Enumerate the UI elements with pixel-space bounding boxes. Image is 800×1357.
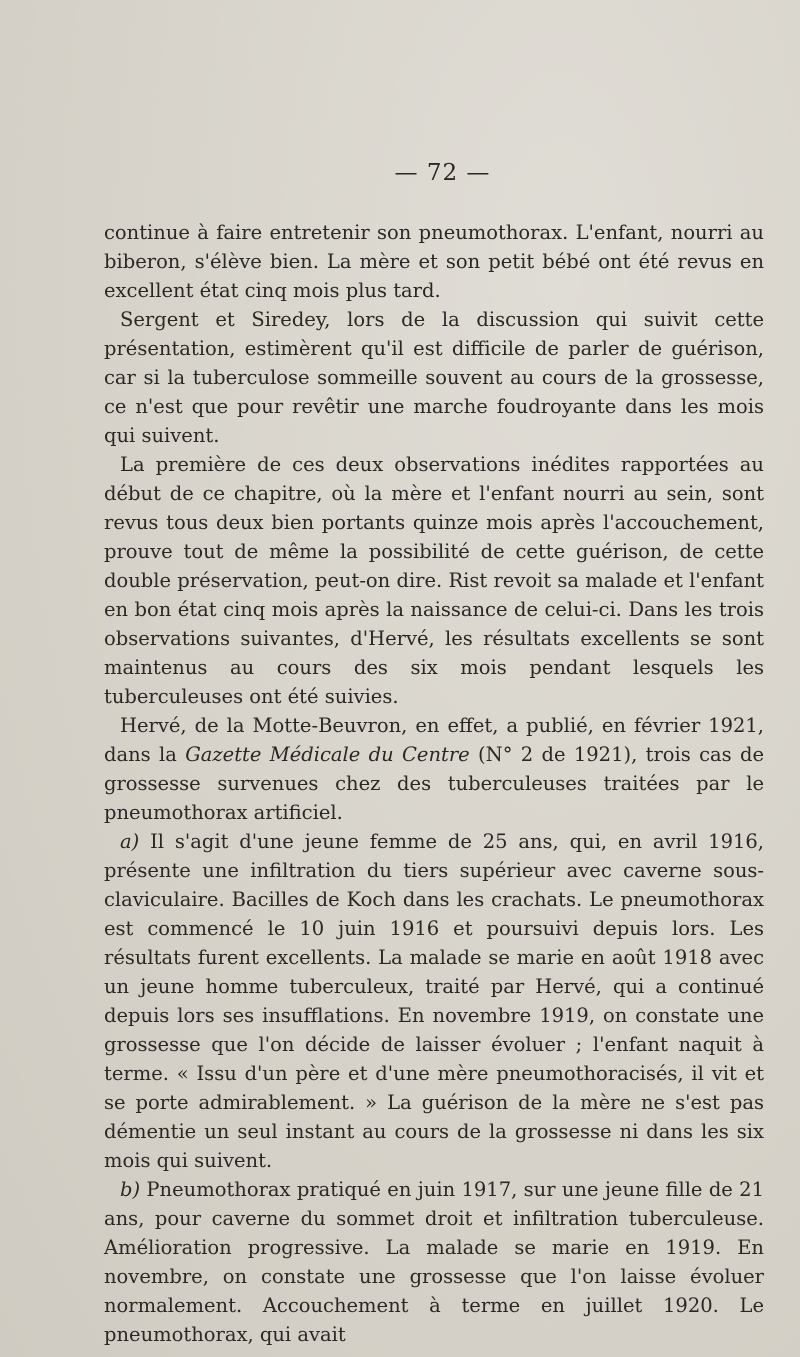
case-b-paragraph [104,1175,764,1349]
case-b-text: Pneumothorax pratiqué en juin 1917, sur une jeune fille de 21 ans, pour caverne du sommet droit et infiltration tuberculeuse. Amélioration progressive. La malade se marie en 1919. En novembre, on constate une grossesse que l'on laisse évoluer normalement. Accouchement à terme en juillet 1920. Le pneumothorax, qui avait [104,1178,764,1346]
paragraph: continue à faire entretenir son pneumothorax. L'enfant, nourri au biberon, s'élève bien. La mère et son petit bébé ont été revus en excellent état cinq mois plus tard. [104,221,764,302]
paragraph-herve [104,711,764,827]
herve-text-after: (N° 2 de 1921), trois cas de grossesse survenues chez des tuberculeuses traitées par le pneumothorax artificiel. [104,743,765,824]
page-number: — 72 — [394,160,491,186]
case-a-text: Il s'agit d'une jeune femme de 25 ans, qui, en avril 1916, présente une infiltration du tiers supérieur avec caverne sous-claviculaire. Bacilles de Koch dans les crachats. Le pneumothorax est commencé le 10 juin 1916 et poursuivi depuis lors. Les résultats furent excellents. La malade se marie en août 1918 avec un jeune homme tuberculeux, traité par Hervé, qui a continué depuis lors ses insufflations. En novembre 1919, on constate une grossesse que l'on décide de laisser évoluer ; l'enfant naquit à terme. « Issu d'un père et d'une mère pneumothoracisés, il vit et se porte admirablement. » La guérison de la mère ne s'est pas démentie un seul instant au cours de la grossesse ni dans les six mois qui suivent. [104,830,764,1172]
case-b-marker: b) [120,1178,141,1201]
paragraph: Sergent et Siredey, lors de la discussion qui suivit cette présentation, estimèrent qu'il est difficile de parler de guérison, car si la tuberculose sommeille souvent au cours de la grossesse, ce n'est que pour revêtir une marche foudroyante dans les mois qui suivent. [104,308,764,447]
herve-text-before: Hervé, de la Motte-Beuvron, en effet, a publié, en février 1921, dans la [104,714,764,766]
body-text [104,218,764,1349]
case-a-paragraph [104,827,764,1175]
journal-title: Gazette Médicale du Centre [185,743,470,766]
paragraph: La première de ces deux observations inédites rapportées au début de ce chapitre, où la mère et l'enfant nourri au sein, sont revus tous deux bien portants quinze mois après l'accouchement, prouve tout de même la possibilité de cette guérison, de cette double préservation, peut-on dire. Rist revoit sa malade et l'enfant en bon état cinq mois après la naissance de celui-ci. Dans les trois observations suivantes, d'Hervé, les résultats excellents se sont maintenus au cours des six mois pendant lesquels les tuberculeuses ont été suivies. [104,453,764,708]
case-a-marker: a) [120,830,140,853]
